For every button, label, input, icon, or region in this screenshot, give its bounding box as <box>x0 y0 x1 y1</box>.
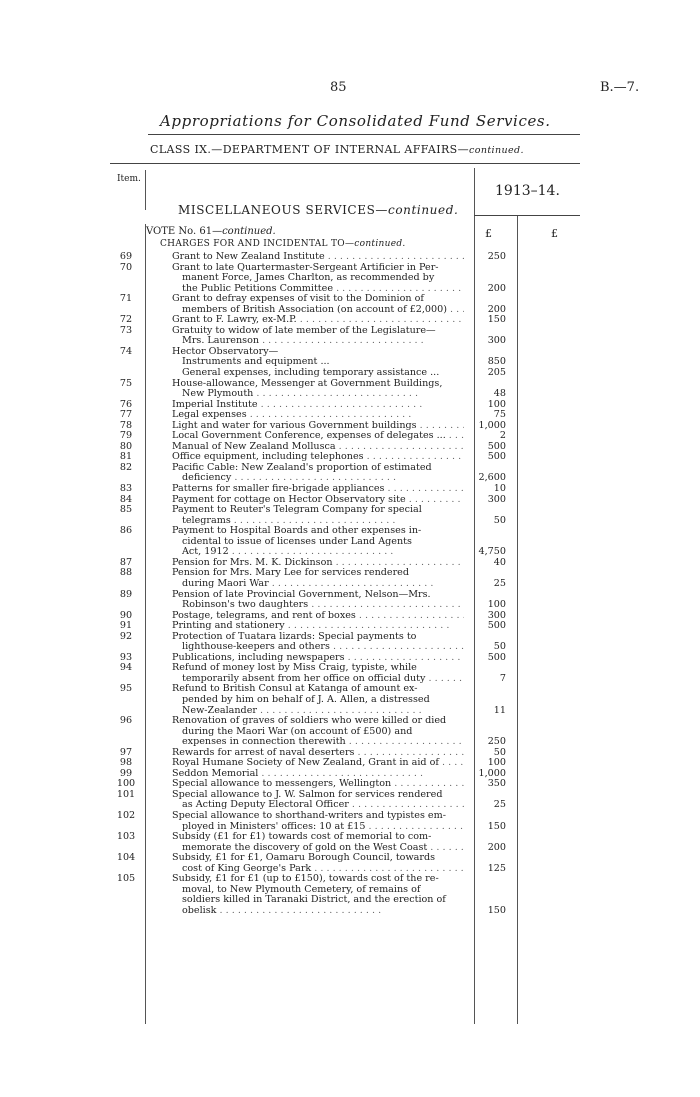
list-item <box>0 263 700 295</box>
description-line: obelisk . . . <box>172 906 464 917</box>
list-item <box>0 716 700 748</box>
item-description <box>172 463 464 484</box>
item-description <box>172 748 464 759</box>
list-item <box>0 632 700 653</box>
description-line: New Plymouth . . . <box>172 389 464 400</box>
description-line: the Public Petitions Committee . . . <box>172 284 464 295</box>
item-amount: 250 <box>487 736 506 748</box>
year-header: 1913–14. <box>495 183 560 199</box>
item-amount: 500 <box>487 620 506 632</box>
item-amount: 500 <box>487 651 506 663</box>
description-line: Grant to defray expenses of visit to the Dominion of <box>172 294 424 305</box>
page-heading: Appropriations for Consolidated Fund Services. <box>160 112 551 130</box>
item-number: 81 <box>119 451 133 463</box>
list-item <box>0 252 700 263</box>
list-item <box>0 326 700 347</box>
page-number: 85 <box>330 80 347 95</box>
item-description <box>172 326 464 347</box>
item-number: 77 <box>119 409 133 421</box>
description-line: Publications, including newspapers . . . <box>172 653 464 664</box>
list-item <box>0 853 700 874</box>
item-amount: 100 <box>487 599 506 611</box>
item-amount: 205 <box>487 367 506 379</box>
description-line: soldiers killed in Taranaki District, and the erection of <box>182 895 446 906</box>
description-line: Pacific Cable: New Zealand's proportion of estimated <box>172 462 432 473</box>
item-amount: 150 <box>487 314 506 326</box>
description-line: Manual of New Zealand Mollusca . . . <box>172 442 464 453</box>
vote-text: VOTE No. 61— <box>146 226 223 237</box>
description-line: Grant to New Zealand Institute . . . <box>172 252 464 263</box>
list-item <box>0 400 700 411</box>
item-number: 82 <box>119 461 133 473</box>
description-line: Imperial Institute . . . <box>172 400 464 411</box>
vote-label <box>146 226 276 237</box>
item-number: 97 <box>119 746 133 758</box>
list-item <box>0 495 700 506</box>
document-reference: B.—7. <box>600 80 640 95</box>
item-amount: 500 <box>487 451 506 463</box>
item-description <box>172 758 464 769</box>
list-item <box>0 347 700 379</box>
description-line: Refund of money lost by Miss Craig, typiste, while <box>172 663 417 674</box>
description-line: Special allowance to messengers, Wellington . . . <box>172 779 464 790</box>
item-description <box>172 421 464 432</box>
charges-text: CHARGES FOR AND INCIDENTAL TO— <box>160 239 355 249</box>
description-line: expenses in connection therewith . . . <box>172 737 464 748</box>
item-description <box>172 832 464 853</box>
item-description <box>172 526 464 558</box>
description-line: Light and water for various Government buildings . . . <box>172 421 464 432</box>
list-item <box>0 663 700 684</box>
section-title-continued: continued. <box>388 203 459 217</box>
description-line: Payment to Reuter's Telegram Company for special <box>172 505 422 516</box>
description-line: members of British Association (on account of £2,000) . . . <box>172 305 464 316</box>
item-amount: 48 <box>493 388 506 400</box>
item-number: 88 <box>119 567 133 579</box>
description-line: pended by him on behalf of J. A. Allen, a distressed <box>182 694 430 705</box>
item-number: 69 <box>119 251 133 262</box>
list-item <box>0 505 700 526</box>
item-description <box>172 442 464 453</box>
list-item <box>0 431 700 442</box>
list-item <box>0 442 700 453</box>
list-item <box>0 769 700 780</box>
item-description <box>172 621 464 632</box>
item-description <box>172 663 464 684</box>
description-line: ployed in Ministers' offices: 10 at £15 . . . <box>172 822 464 833</box>
item-number: 92 <box>119 630 133 642</box>
list-item <box>0 653 700 664</box>
description-line: Rewards for arrest of naval deserters . . . <box>172 748 464 759</box>
description-line: Printing and stationery . . . <box>172 621 464 632</box>
description-line: Legal expenses . . . <box>172 410 464 421</box>
list-item <box>0 748 700 759</box>
item-number: 84 <box>119 493 133 505</box>
item-number: 73 <box>119 324 133 336</box>
item-amount: 200 <box>487 282 506 294</box>
list-item <box>0 684 700 716</box>
description-line: during Maori War . . . <box>172 579 464 590</box>
description-line: deficiency . . . <box>172 473 464 484</box>
list-item <box>0 832 700 853</box>
item-description <box>172 400 464 411</box>
item-amount: 500 <box>487 440 506 452</box>
top-rule <box>148 134 580 135</box>
description-line: moval, to New Plymouth Cemetery, of remains of <box>182 884 421 895</box>
list-item <box>0 758 700 769</box>
description-line: Seddon Memorial . . . <box>172 769 464 780</box>
class-title-continued: continued. <box>468 145 524 156</box>
list-item <box>0 590 700 611</box>
item-description <box>172 790 464 811</box>
item-number: 72 <box>119 314 133 326</box>
item-amount: 75 <box>493 409 506 421</box>
description-line: Grant to F. Lawry, ex-M.P. . . . <box>172 315 464 326</box>
item-description <box>172 769 464 780</box>
list-item <box>0 421 700 432</box>
item-number: 70 <box>119 261 133 273</box>
list-item <box>0 790 700 811</box>
item-number: 100 <box>116 778 136 790</box>
description-line: Payment to Hospital Boards and other expenses in- <box>172 526 422 537</box>
list-item <box>0 484 700 495</box>
item-description <box>172 590 464 611</box>
item-number: 85 <box>119 504 133 516</box>
item-description <box>172 874 464 916</box>
description-line: Subsidy, £1 for £1 (up to £150), towards cost of the re- <box>172 874 439 885</box>
item-description <box>172 315 464 326</box>
item-description <box>172 558 464 569</box>
description-line: Special allowance to J. W. Salmon for services rendered <box>172 789 443 800</box>
item-number: 94 <box>119 662 133 674</box>
list-item <box>0 452 700 463</box>
list-item <box>0 621 700 632</box>
table-top-rule <box>110 163 580 164</box>
description-line: lighthouse-keepers and others . . . <box>172 642 464 653</box>
item-description <box>172 505 464 526</box>
description-line: cost of King George's Park . . . <box>172 864 464 875</box>
class-title <box>150 143 524 156</box>
item-amount: 100 <box>487 398 506 410</box>
item-amount: 25 <box>493 577 506 589</box>
section-title-text: MISCELLANEOUS SERVICES— <box>178 203 388 217</box>
item-amount: 100 <box>487 757 506 769</box>
description-line: Patterns for smaller fire-brigade appliances . . . <box>172 484 464 495</box>
item-number: 90 <box>119 609 133 621</box>
item-amount: 250 <box>487 251 506 262</box>
item-amount: 200 <box>487 303 506 315</box>
item-description <box>172 431 464 442</box>
item-amount: 50 <box>493 641 506 653</box>
appropriation-list <box>0 252 700 916</box>
description-line: Hector Observatory— <box>172 346 279 357</box>
item-number: 104 <box>116 852 136 864</box>
description-line: Grant to late Quartermaster-Sergeant Artificier in Per- <box>172 262 439 273</box>
description-line: as Acting Deputy Electoral Officer . . . <box>172 800 464 811</box>
description-line: Robinson's two daughters . . . <box>172 600 464 611</box>
item-number: 71 <box>119 293 133 305</box>
description-line: New-Zealander . . . <box>172 706 464 717</box>
item-amount: 200 <box>487 841 506 853</box>
item-description <box>172 252 464 263</box>
item-number: 78 <box>119 419 133 431</box>
item-number: 96 <box>119 715 133 727</box>
item-amount: 50 <box>493 746 506 758</box>
item-number: 98 <box>119 757 133 769</box>
description-line: Office equipment, including telephones . . . <box>172 452 464 463</box>
description-line: Act, 1912 . . . <box>172 547 464 558</box>
description-line: cidental to issue of licenses under Land Agents <box>182 536 412 547</box>
item-description <box>172 294 464 315</box>
item-description <box>172 263 464 295</box>
item-amount: 125 <box>487 862 506 874</box>
description-line: Local Government Conference, expenses of delegates ... . . . <box>172 431 464 442</box>
description-line: Subsidy (£1 for £1) towards cost of memorial to com- <box>172 832 432 843</box>
item-number: 74 <box>119 345 133 357</box>
description-line: temporarily absent from her office on official duty . . . <box>172 674 464 685</box>
year-rule <box>474 215 580 216</box>
item-number: 80 <box>119 440 133 452</box>
item-amount: 4,750 <box>478 546 506 558</box>
item-number: 75 <box>119 377 133 389</box>
item-number: 89 <box>119 588 133 600</box>
description-line: Gratuity to widow of late member of the Legislature— <box>172 325 436 336</box>
list-item <box>0 811 700 832</box>
charges-continued: continued. <box>354 239 406 249</box>
item-description <box>172 611 464 622</box>
item-number: 87 <box>119 556 133 568</box>
item-description <box>172 568 464 589</box>
item-amount: 1,000 <box>478 767 506 779</box>
item-number: 105 <box>116 873 136 885</box>
item-amount: 50 <box>493 514 506 526</box>
list-item <box>0 568 700 589</box>
item-description <box>172 653 464 664</box>
description-line: Refund to British Consul at Katanga of amount ex- <box>172 684 418 695</box>
item-number: 93 <box>119 651 133 663</box>
item-amount: 7 <box>499 672 506 684</box>
item-number: 99 <box>119 767 133 779</box>
item-number: 86 <box>119 525 133 537</box>
description-line: Renovation of graves of soldiers who were killed or died <box>172 716 447 727</box>
item-description <box>172 853 464 874</box>
description-line: House-allowance, Messenger at Government Buildings, <box>172 378 443 389</box>
class-title-text: CLASS IX.—DEPARTMENT OF INTERNAL AFFAIRS— <box>150 143 469 156</box>
item-amount: 2 <box>499 430 506 442</box>
item-description <box>172 716 464 748</box>
item-amount: 300 <box>487 335 506 347</box>
description-line: Mrs. Laurenson . . . <box>172 336 464 347</box>
description-line: telegrams . . . <box>172 516 464 527</box>
item-description <box>172 484 464 495</box>
item-description <box>172 452 464 463</box>
item-description <box>172 495 464 506</box>
charges-label <box>160 239 406 249</box>
item-amount: 25 <box>493 799 506 811</box>
item-description <box>172 632 464 653</box>
description-line: Postage, telegrams, and rent of boxes . . . <box>172 611 464 622</box>
description-line: Pension of late Provincial Government, Nelson—Mrs. <box>172 589 431 600</box>
list-item <box>0 294 700 315</box>
item-amount: 300 <box>487 493 506 505</box>
currency-symbol-2: £ <box>551 227 558 240</box>
description-line: Pension for Mrs. Mary Lee for services rendered <box>172 568 409 579</box>
list-item <box>0 463 700 484</box>
list-item <box>0 611 700 622</box>
description-line: Payment for cottage on Hector Observatory site . . . <box>172 495 464 506</box>
item-amount: 150 <box>487 820 506 832</box>
item-amount: 1,000 <box>478 419 506 431</box>
description-line: memorate the discovery of gold on the West Coast . . . <box>172 843 464 854</box>
item-number: 83 <box>119 483 133 495</box>
item-amount: 150 <box>487 904 506 916</box>
item-amount: 300 <box>487 609 506 621</box>
list-item <box>0 558 700 569</box>
description-line: General expenses, including temporary assistance ... <box>182 368 440 379</box>
vote-continued: continued. <box>222 226 276 237</box>
item-description <box>172 347 464 379</box>
item-amount: 350 <box>487 778 506 790</box>
item-number: 101 <box>116 788 136 800</box>
item-number: 103 <box>116 831 136 843</box>
description-line: Instruments and equipment ... <box>182 357 330 368</box>
description-line: Pension for Mrs. M. K. Dickinson . . . <box>172 558 464 569</box>
item-number: 102 <box>116 809 136 821</box>
item-description <box>172 684 464 716</box>
item-amount: 2,600 <box>478 472 506 484</box>
description-line: manent Force, James Charlton, as recommended by <box>182 273 435 284</box>
item-number: 79 <box>119 430 133 442</box>
list-item <box>0 410 700 421</box>
item-amount: 11 <box>493 704 506 716</box>
section-title <box>178 203 458 217</box>
item-number: 91 <box>119 620 133 632</box>
item-number: 76 <box>119 398 133 410</box>
item-description <box>172 811 464 832</box>
description-line: Subsidy, £1 for £1, Oamaru Borough Council, towards <box>172 853 436 864</box>
item-column-rule-top <box>145 170 146 210</box>
list-item <box>0 874 700 916</box>
item-description <box>172 410 464 421</box>
description-line: Royal Humane Society of New Zealand, Grant in aid of . . . <box>172 758 464 769</box>
currency-symbol-1: £ <box>485 227 492 240</box>
item-description <box>172 779 464 790</box>
item-number: 95 <box>119 683 133 695</box>
list-item <box>0 379 700 400</box>
item-amount: 40 <box>493 556 506 568</box>
item-description <box>172 379 464 400</box>
item-amount: 850 <box>487 356 506 368</box>
list-item <box>0 315 700 326</box>
description-line: Special allowance to shorthand-writers and typistes em- <box>172 810 446 821</box>
description-line: during the Maori War (on account of £500) and <box>182 726 413 737</box>
item-amount: 10 <box>493 483 506 495</box>
item-column-header: Item. <box>117 174 141 184</box>
list-item <box>0 526 700 558</box>
list-item <box>0 779 700 790</box>
description-line: Protection of Tuatara lizards: Special payments to <box>172 631 417 642</box>
